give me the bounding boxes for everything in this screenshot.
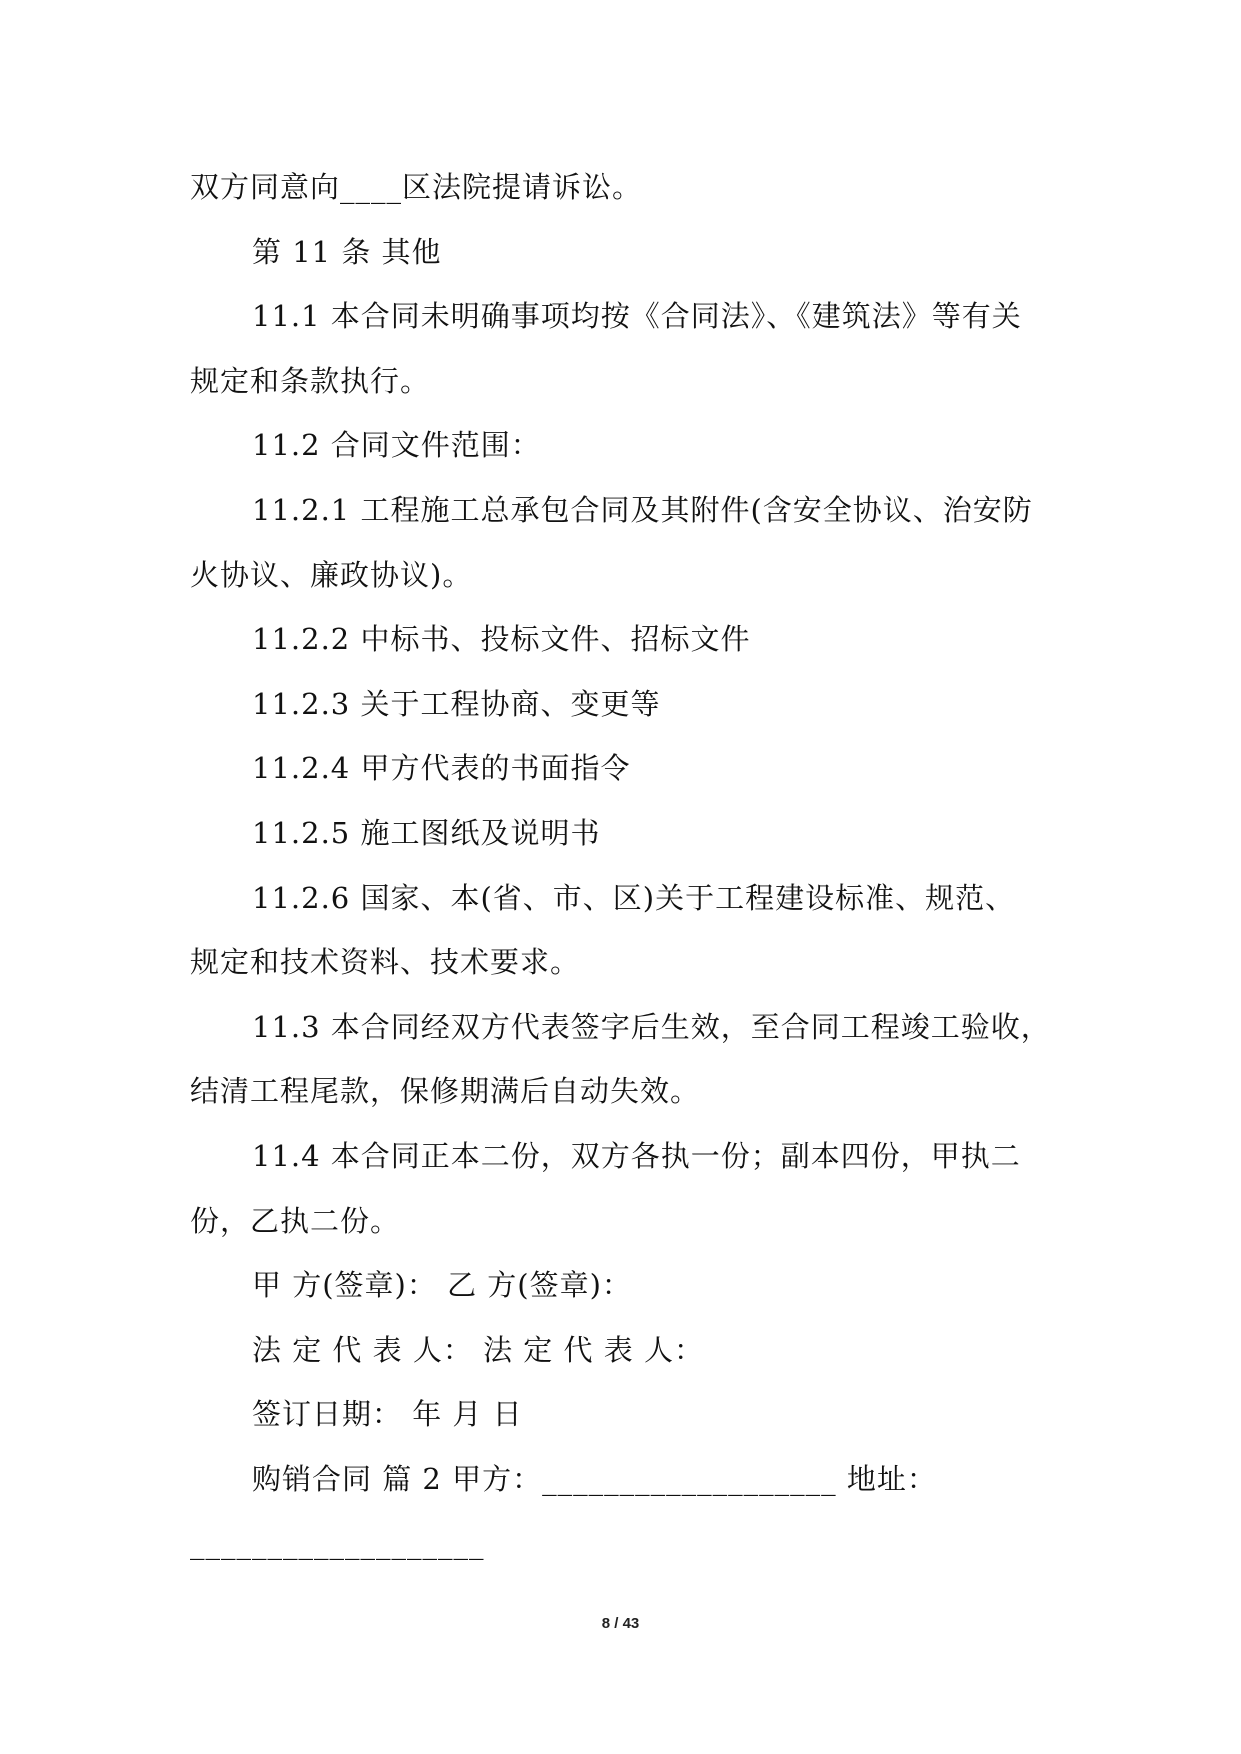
clause-11-2-2: 11.2.2 中标书、投标文件、招标文件 xyxy=(252,622,751,657)
text-line: 份，乙执二份。 xyxy=(190,1203,401,1238)
article-heading: 第 11 条 其他 xyxy=(252,234,442,269)
clause-11-2-3: 11.2.3 关于工程协商、变更等 xyxy=(252,686,661,721)
text-line: 结清工程尾款，保修期满后自动失效。 xyxy=(190,1074,701,1109)
clause-11-4: 11.4 本合同正本二份，双方各执一份；副本四份，甲执二 xyxy=(252,1138,1021,1173)
text-line: 双方同意向____区法院提请诉讼。 xyxy=(190,170,643,204)
clause-11-2-6: 11.2.6 国家、本(省、市、区)关于工程建设标准、规范、 xyxy=(252,880,1016,915)
clause-11-2-1: 11.2.1 工程施工总承包合同及其附件(含安全协议、治安防 xyxy=(252,492,1033,527)
text-line: 规定和条款执行。 xyxy=(190,363,431,398)
contract-2-header: 购销合同 篇 2 甲方：___________________ 地址： xyxy=(252,1461,937,1496)
clause-11-3: 11.3 本合同经双方代表签字后生效，至合同工程竣工验收， xyxy=(252,1009,1051,1044)
clause-11-2-4: 11.2.4 甲方代表的书面指令 xyxy=(252,751,631,786)
legal-representatives: 法 定 代 表 人： 法 定 代 表 人： xyxy=(252,1332,704,1367)
document-body xyxy=(190,155,1060,1576)
clause-11-1: 11.1 本合同未明确事项均按《合同法》、《建筑法》等有关 xyxy=(252,299,1022,334)
text-line: 火协议、廉政协议)。 xyxy=(190,557,473,592)
text-line: 规定和技术资料、技术要求。 xyxy=(190,945,581,980)
clause-11-2-5: 11.2.5 施工图纸及说明书 xyxy=(252,815,601,850)
page-number: 8 / 43 xyxy=(601,1615,640,1632)
signature-parties: 甲 方(签章)： 乙 方(签章)： xyxy=(252,1268,632,1303)
address-blank: ___________________ xyxy=(190,1526,485,1561)
clause-11-2: 11.2 合同文件范围： xyxy=(252,428,541,463)
signing-date: 签订日期： 年 月 日 xyxy=(252,1397,523,1432)
